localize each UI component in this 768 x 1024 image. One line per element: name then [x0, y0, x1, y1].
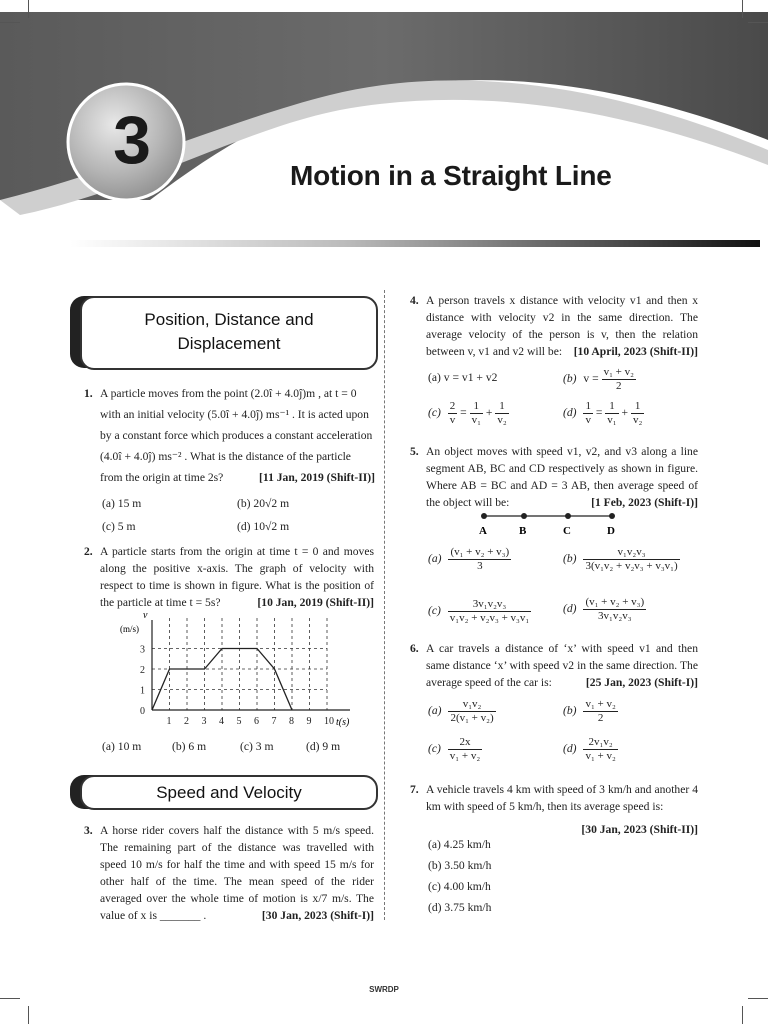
- column-divider: [384, 290, 385, 920]
- x-tick-label: 2: [184, 716, 189, 727]
- option-a: (a) v = v1 + v2: [428, 371, 498, 384]
- option-c: (c) $\frac{2x}{\text{v₁ + v₂}}$: [428, 736, 481, 762]
- section-heading-line1: Position, Distance and: [144, 310, 314, 329]
- question-source: [30 Jan, 2023 (Shift-I)]: [261, 909, 374, 922]
- option-d: (d) $\frac{\text{2v₁v₂}}{\text{v₁ + v₂}}$: [563, 736, 616, 762]
- velocity-time-graph: [110, 608, 360, 733]
- crop-mark: [748, 22, 768, 23]
- option-a: (a) 15 m: [102, 497, 142, 510]
- x-tick-label: 5: [236, 716, 242, 727]
- question-number: 6.: [410, 642, 419, 655]
- question-source: [1 Feb, 2023 (Shift-I)]: [591, 496, 698, 509]
- option-b: (b) 20√2 m: [237, 497, 290, 510]
- question-text: A particle starts from the origin at time t = 0 and moves along the positive x-axis. The graph of velocity with respect to time is shown in figure. What is the position of the particle at time t = 5s?: [100, 545, 374, 609]
- x-tick-label: 9: [306, 716, 312, 727]
- crop-mark: [742, 0, 743, 18]
- option-a: (a) 10 m: [102, 740, 142, 753]
- y-axis-label: v: [143, 610, 148, 621]
- option-d: (d) 3.75 km/h: [428, 901, 492, 914]
- question-source: [10 Jan, 2019 (Shift-II)]: [257, 596, 374, 609]
- question-number: 4.: [410, 294, 419, 307]
- option-c: (c) 3 m: [240, 740, 274, 753]
- option-b: (b) v = $\frac{\text{v₁ + v₂}}{2}$: [563, 366, 634, 392]
- y-tick-label: 1: [140, 685, 145, 697]
- option-b: (b) 3.50 km/h: [428, 859, 492, 872]
- question-4: [410, 292, 698, 360]
- question-text: A horse rider covers half the distance with 5 m/s speed. The remaining part of the distance was travelled with speed 10 m/s for half the time and with speed 15 m/s for other half of the time. The mean speed of the rider averaged over the whole time of motion is x/7 m/s. The value of x is _______ .: [100, 824, 374, 922]
- page-footer: SWRDP: [369, 985, 399, 994]
- question-number: 5.: [410, 445, 419, 458]
- option-d: (d) $\frac{\text{(v₁ + v₂ + v₃)}}{\text{3v₁v₂v₃}}$: [563, 596, 645, 622]
- option-d: (d) $\frac{1}{v}$ = $\frac{1}{\text{v₁}}$ + $\frac{1}{\text{v₂}}$: [563, 400, 643, 426]
- line-segment-diagram: [470, 508, 630, 538]
- x-axis-label: t(s): [336, 717, 350, 728]
- question-source: [25 Jan, 2023 (Shift-I)]: [585, 676, 698, 689]
- section-heading-speed: Speed and Velocity: [80, 775, 378, 810]
- y-axis-unit: (m/s): [120, 624, 139, 634]
- x-tick-label: 7: [271, 716, 277, 727]
- option-c: (c) $\frac{2}{v}$ = $\frac{1}{\text{v₁}}$ + $\frac{1}{\text{v₂}}$: [428, 400, 507, 426]
- question-text-line: (4.0î + 4.0ĵ) ms⁻² . What is the distance of the particle: [100, 450, 351, 463]
- y-tick-label: 2: [140, 665, 145, 676]
- question-1: [84, 385, 375, 486]
- section-heading-position: [80, 296, 378, 370]
- crop-mark: [28, 1006, 29, 1024]
- option-d: (d) 9 m: [306, 740, 341, 753]
- x-tick-label: 4: [219, 716, 224, 727]
- section-heading-line2: Displacement: [177, 334, 281, 353]
- point-label: C: [563, 525, 571, 537]
- option-c: (c) $\frac{\text{3v₁v₂v₃}}{\text{v₁v₂ + v₂v₃ + v₃v₁}}$: [428, 598, 530, 624]
- x-tick-label: 1: [166, 716, 172, 727]
- chapter-title: Motion in a Straight Line: [290, 160, 612, 191]
- x-tick-label: 6: [254, 716, 259, 727]
- option-b: (b) $\frac{\text{v₁ + v₂}}{2}$: [563, 698, 616, 724]
- question-source: [30 Jan, 2023 (Shift-II)]: [581, 823, 698, 836]
- x-tick-label: 8: [289, 716, 294, 727]
- question-text: A vehicle travels 4 km with speed of 3 km/h and another 4 km with speed of 5 km/h, then its average speed is:: [426, 783, 698, 813]
- crop-mark: [742, 1006, 743, 1024]
- option-d: (d) 10√2 m: [237, 520, 290, 533]
- option-b: (b) 6 m: [172, 740, 207, 753]
- question-number: 2.: [84, 545, 93, 558]
- question-source: [11 Jan, 2019 (Shift-II)]: [259, 471, 375, 484]
- crop-mark: [0, 998, 20, 999]
- question-6: [410, 640, 698, 691]
- point-label: A: [479, 525, 487, 537]
- question-number: 7.: [410, 783, 419, 796]
- question-text-line: A particle moves from the point (2.0î + 4.0ĵ)m , at t = 0: [100, 387, 357, 400]
- option-c: (c) 4.00 km/h: [428, 880, 491, 893]
- option-a: (a) 4.25 km/h: [428, 838, 491, 851]
- option-a: (a) $\frac{\text{v₁v₂}}{\text{2(v₁ + v₂)}}$: [428, 698, 494, 724]
- y-tick-label: 3: [140, 644, 145, 656]
- x-tick-label: 3: [201, 716, 207, 727]
- question-text-line: with an initial velocity (5.0î + 4.0ĵ) ms⁻¹ . It is acted upon: [100, 408, 369, 421]
- crop-mark: [748, 998, 768, 999]
- question-number: 1.: [84, 387, 93, 400]
- point-label: D: [607, 525, 615, 537]
- question-7: [410, 781, 698, 838]
- x-tick-label: 10: [324, 716, 334, 727]
- question-text-line: from the origin at time 2s?: [100, 471, 224, 484]
- option-b: (b) $\frac{\text{v₁v₂v₃}}{\text{3(v₁v₂ + v₂v₃ + v₃v₁)}}$: [563, 546, 678, 572]
- question-text-line: by a constant force which produces a constant acceleration: [100, 429, 373, 442]
- question-source: [10 April, 2023 (Shift-II)]: [573, 345, 698, 358]
- question-text: A car travels a distance of ‘x’ with speed v1 and then same distance ‘x’ with speed v2 in the same direction. The average speed of the car is:: [426, 642, 698, 689]
- question-3: [84, 822, 374, 924]
- option-a: (a) $\frac{\text{(v₁ + v₂ + v₃)}}{3}$: [428, 546, 510, 572]
- y-tick-label: 0: [140, 706, 145, 717]
- crop-mark: [0, 22, 20, 23]
- crop-mark: [28, 0, 29, 18]
- point-label: B: [519, 525, 527, 537]
- question-5: [410, 443, 698, 511]
- question-2: [84, 543, 374, 611]
- question-number: 3.: [84, 824, 93, 837]
- option-c: (c) 5 m: [102, 520, 136, 533]
- question-text: An object moves with speed v1, v2, and v3 along a line segment AB, BC and CD respectively as shown in figure. Where AB = BC and AD = 3 AB, then average speed of the object will be:: [426, 445, 698, 509]
- chapter-number: 3: [113, 102, 151, 178]
- question-text: A person travels x distance with velocity v1 and then x distance with velocity v2 in the same direction. The average velocity of the person is v, then the relation between v, v1 and v2 will be:: [426, 294, 698, 358]
